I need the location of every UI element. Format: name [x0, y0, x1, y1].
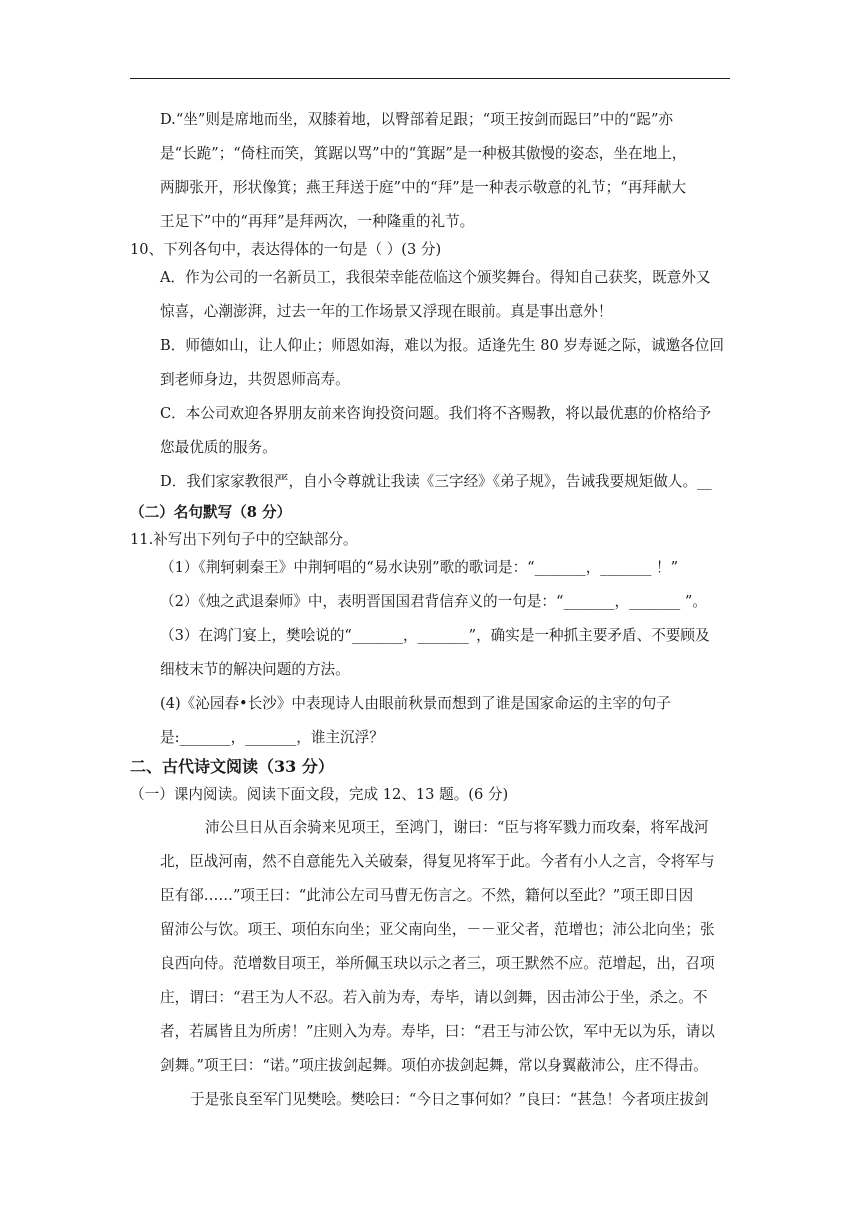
passage-line: 剑舞。”项王曰：“诺。”项庄拔剑起舞。项伯亦拔剑起舞，常以身翼蔽沛公，庄不得击。 [160, 1057, 708, 1074]
passage-line: 于是张良至军门见樊哙。樊哙曰：“今日之事何如？”良曰：“甚急！今者项庄拔剑 [190, 1091, 709, 1108]
passage-line: 良西向侍。范增数目项王，举所佩玉玦以示之者三，项王默然不应。范增起，出，召项 [160, 955, 715, 972]
subsection-heading: （一）课内阅读。阅读下面文段，完成 12、13 题。(6 分) [130, 786, 509, 803]
passage-line: 北，臣战河南，然不自意能先入关破秦，得复见将军于此。今者有小人之言，令将军与 [160, 853, 715, 870]
text-line: 两脚张开，形状像箕；燕王拜送于庭”中的“拜”是一种表示敬意的礼节；“再拜献大 [160, 179, 687, 196]
passage-line: 庄，谓曰：“君王为人不忍。若入前为寿，寿毕，请以剑舞，因击沛公于坐，杀之。不 [160, 989, 708, 1006]
option-d: D．我们家家教很严，自小令尊就让我读《三字经》《弟子规》，告诫我要规矩做人。__ [160, 473, 712, 490]
passage-line: 留沛公与饮。项王、项伯东向坐；亚父南向坐，－－亚父者，范增也；沛公北向坐；张 [160, 921, 715, 938]
blank-item-4: (4)《沁园春•长沙》中表现诗人由眼前秋景而想到了谁是国家命运的主宰的句子 [160, 695, 671, 712]
text-line: 您最优质的服务。 [160, 439, 277, 456]
blank-item-3: （3）在鸿门宴上，樊哙说的“_______，_______”，确实是一种抓主要矛盾、不要顾及 [160, 627, 710, 644]
option-a: A．作为公司的一名新员工，我很荣幸能莅临这个颁奖舞台。得知自己获奖，既意外又 [160, 269, 711, 286]
text-line: 王足下”中的“再拜”是拜两次，一种隆重的礼节。 [160, 213, 475, 230]
part-heading: 二、古代诗文阅读（33 分） [130, 757, 334, 776]
header-rule [130, 78, 730, 79]
blank-item-1: （1）《荆轲刺秦王》中荆轲唱的“易水诀别”歌的歌词是：“_______，_______ ！” [160, 559, 679, 576]
question-10-title: 10、下列各句中，表达得体的一句是（ ）(3 分) [130, 241, 442, 258]
passage-line: 臣有郤……”项王曰：“此沛公左司马曹无伤言之。不然，籍何以至此？”项王即日因 [160, 887, 694, 904]
text-line: 惊喜，心潮澎湃，过去一年的工作场景又浮现在眼前。真是事出意外！ [160, 303, 613, 320]
question-11-title: 11.补写出下列句子中的空缺部分。 [130, 531, 358, 548]
text-line: 到老师身边，共贺恩师高寿。 [160, 371, 350, 388]
text-line: 是:_______，_______，谁主沉浮？ [160, 729, 384, 746]
text-line: D.“坐”则是席地而坐，双膝着地，以臀部着足跟；“项王按剑而跽曰”中的“跽”亦 [160, 111, 673, 128]
passage-line: 者，若属皆且为所虏！”庄则入为寿。寿毕，曰：“君王与沛公饮，军中无以为乐，请以 [160, 1023, 715, 1040]
option-c: C．本公司欢迎各界朋友前来咨询投资问题。我们将不吝赐教，将以最优惠的价格给予 [160, 405, 712, 422]
option-b: B．师德如山，让人仰止；师恩如海，难以为报。适逢先生 80 岁寿诞之际，诚邀各位回 [160, 337, 724, 354]
passage-line: 沛公旦日从百余骑来见项王，至鸿门，谢曰：“臣与将军戮力而攻秦，将军战河 [205, 819, 709, 836]
blank-item-2: （2）《烛之武退秦师》中，表明晋国国君背信弃义的一句是：“_______，_______ ”。 [160, 593, 707, 610]
text-line: 细枝末节的解决问题的方法。 [160, 661, 350, 678]
section-heading: （二）名句默写（8 分） [130, 504, 292, 521]
text-line: 是“长跪”；“倚柱而笑，箕踞以骂”中的“箕踞”是一种极其傲慢的姿态，坐在地上， [160, 145, 687, 162]
